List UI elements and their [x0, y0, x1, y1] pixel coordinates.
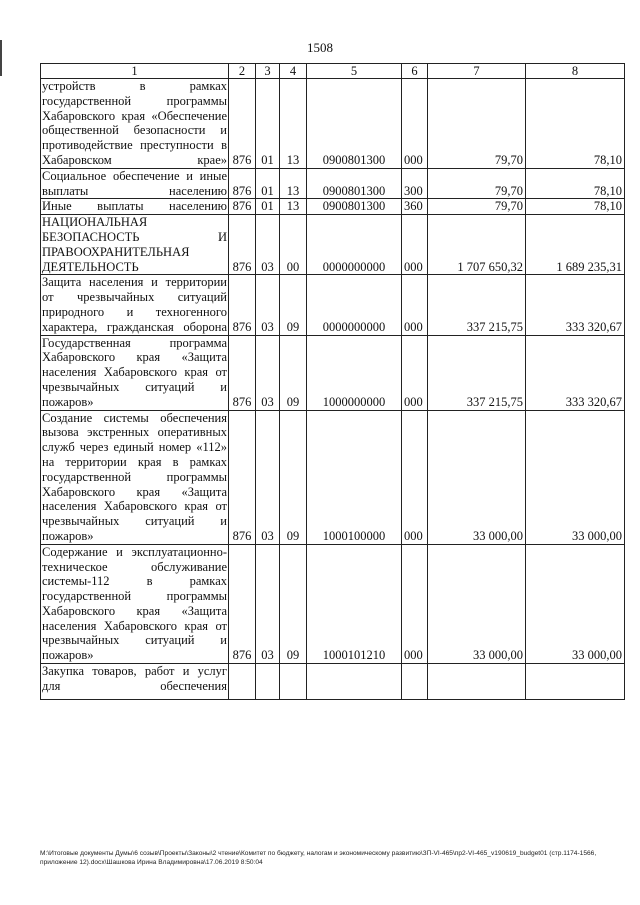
row-name: Иные выплаты населению — [42, 199, 227, 214]
column-header: 1 — [41, 64, 229, 79]
page-number: 1508 — [307, 40, 333, 55]
cell-subsection — [280, 664, 307, 700]
cell-expense-type: 000 — [402, 275, 428, 335]
cell-subsection: 13 — [280, 199, 307, 215]
cell-amount-approved: 79,70 — [428, 199, 526, 215]
cell-amount-executed — [526, 664, 625, 700]
cell-expense-type: 000 — [402, 79, 428, 169]
row-name: Закупка товаров, работ и услуг для обеспечения — [41, 664, 229, 700]
file-path-footer: M:\Итоговые документы Думы\6 созыв\Проекты\Законы\2 чтение\Комитет по бюджету, налогам и экономическому развитию\ЗП-VI-465\пр2-VI-465_v190619_budget01 (стр.1174-1566, приложение 12).docx\Шашкова Ирина Владимировна\17.06.2019 8:50:04 — [40, 850, 597, 866]
table-row — [41, 664, 625, 700]
cell-admin-code: 876 — [229, 79, 256, 169]
cell-subsection: 09 — [280, 544, 307, 663]
table-row — [41, 199, 625, 215]
budget-table — [40, 63, 625, 700]
row-name: Содержание и эксплуатационно-техническое обслуживание системы-112 в рамках государственной программы Хабаровского края «Защита населения Хабаровского края от чрезвычайных ситуаций и пожаров» — [42, 544, 227, 663]
column-header: 4 — [280, 64, 307, 79]
cell-admin-code: 876 — [229, 544, 256, 663]
cell-target-article: 0000000000 — [307, 275, 402, 335]
cell-section — [256, 664, 280, 700]
cell-admin-code: 876 — [229, 168, 256, 199]
cell-amount-executed: 1 689 235,31 — [526, 215, 625, 275]
row-name: НАЦИОНАЛЬНАЯ БЕЗОПАСНОСТЬ И ПРАВООХРАНИТЕЛЬНАЯ ДЕЯТЕЛЬНОСТЬ — [42, 215, 227, 274]
table-row — [41, 335, 625, 410]
cell-amount-approved: 33 000,00 — [428, 410, 526, 544]
cell-admin-code: 876 — [229, 275, 256, 335]
cell-subsection: 00 — [280, 215, 307, 275]
cell-section: 03 — [256, 215, 280, 275]
column-header: 2 — [229, 64, 256, 79]
cell-target-article: 0900801300 — [307, 199, 402, 215]
cell-amount-approved: 79,70 — [428, 168, 526, 199]
cell-target-article: 0900801300 — [307, 168, 402, 199]
cell-target-article: 0900801300 — [307, 79, 402, 169]
table-row — [41, 275, 625, 335]
table-row — [41, 215, 625, 275]
cell-expense-type: 360 — [402, 199, 428, 215]
table-row — [41, 410, 625, 544]
cell-section: 03 — [256, 335, 280, 410]
cell-admin-code: 876 — [229, 215, 256, 275]
cell-amount-approved: 33 000,00 — [428, 544, 526, 663]
table-header-row — [41, 64, 625, 79]
cell-amount-approved: 337 215,75 — [428, 335, 526, 410]
cell-target-article — [307, 664, 402, 700]
cell-subsection: 09 — [280, 275, 307, 335]
column-header: 3 — [256, 64, 280, 79]
cell-admin-code: 876 — [229, 199, 256, 215]
cell-amount-approved — [428, 664, 526, 700]
row-name: Создание системы обеспечения вызова экстренных оперативных служб через единый номер «112» на территории края в рамках государственной программы Хабаровского края «Защита населения Хабаровского края от чрезвычайных ситуаций и пожаров» — [42, 410, 227, 543]
cell-expense-type: 000 — [402, 335, 428, 410]
cell-expense-type: 000 — [402, 544, 428, 663]
cell-amount-executed: 78,10 — [526, 79, 625, 169]
cell-section: 01 — [256, 168, 280, 199]
cell-subsection: 13 — [280, 168, 307, 199]
row-name: Социальное обеспечение и иные выплаты населению — [42, 168, 227, 198]
cell-subsection: 09 — [280, 335, 307, 410]
cell-expense-type: 000 — [402, 410, 428, 544]
row-name: Государственная программа Хабаровского края «Защита населения Хабаровского края от чрезвычайных ситуаций и пожаров» — [42, 335, 227, 409]
cell-amount-approved: 79,70 — [428, 79, 526, 169]
cell-amount-executed: 33 000,00 — [526, 410, 625, 544]
cell-section: 03 — [256, 544, 280, 663]
cell-subsection: 09 — [280, 410, 307, 544]
cell-amount-executed: 33 000,00 — [526, 544, 625, 663]
table-row — [41, 79, 625, 169]
column-header: 7 — [428, 64, 526, 79]
column-header: 6 — [402, 64, 428, 79]
row-name: Защита населения и территории от чрезвычайных ситуаций природного и техногенного характера, гражданская оборона — [42, 275, 227, 334]
row-name: устройств в рамках государственной программы Хабаровского края «Обеспечение общественной безопасности и противодействие преступности в Хабаровском крае» — [42, 79, 227, 167]
cell-subsection: 13 — [280, 79, 307, 169]
cell-target-article: 1000000000 — [307, 335, 402, 410]
cell-amount-approved: 1 707 650,32 — [428, 215, 526, 275]
cell-expense-type — [402, 664, 428, 700]
cell-section: 01 — [256, 79, 280, 169]
cell-amount-executed: 333 320,67 — [526, 335, 625, 410]
cell-amount-executed: 78,10 — [526, 199, 625, 215]
cell-expense-type: 300 — [402, 168, 428, 199]
cell-section: 03 — [256, 410, 280, 544]
cell-expense-type: 000 — [402, 215, 428, 275]
cell-section: 03 — [256, 275, 280, 335]
cell-admin-code: 876 — [229, 410, 256, 544]
cell-amount-approved: 337 215,75 — [428, 275, 526, 335]
cell-target-article: 1000101210 — [307, 544, 402, 663]
cell-amount-executed: 78,10 — [526, 168, 625, 199]
cell-admin-code — [229, 664, 256, 700]
cell-amount-executed: 333 320,67 — [526, 275, 625, 335]
cell-section: 01 — [256, 199, 280, 215]
column-header: 5 — [307, 64, 402, 79]
table-row — [41, 544, 625, 663]
cell-admin-code: 876 — [229, 335, 256, 410]
cell-target-article: 1000100000 — [307, 410, 402, 544]
column-header: 8 — [526, 64, 625, 79]
cell-target-article: 0000000000 — [307, 215, 402, 275]
table-row — [41, 168, 625, 199]
